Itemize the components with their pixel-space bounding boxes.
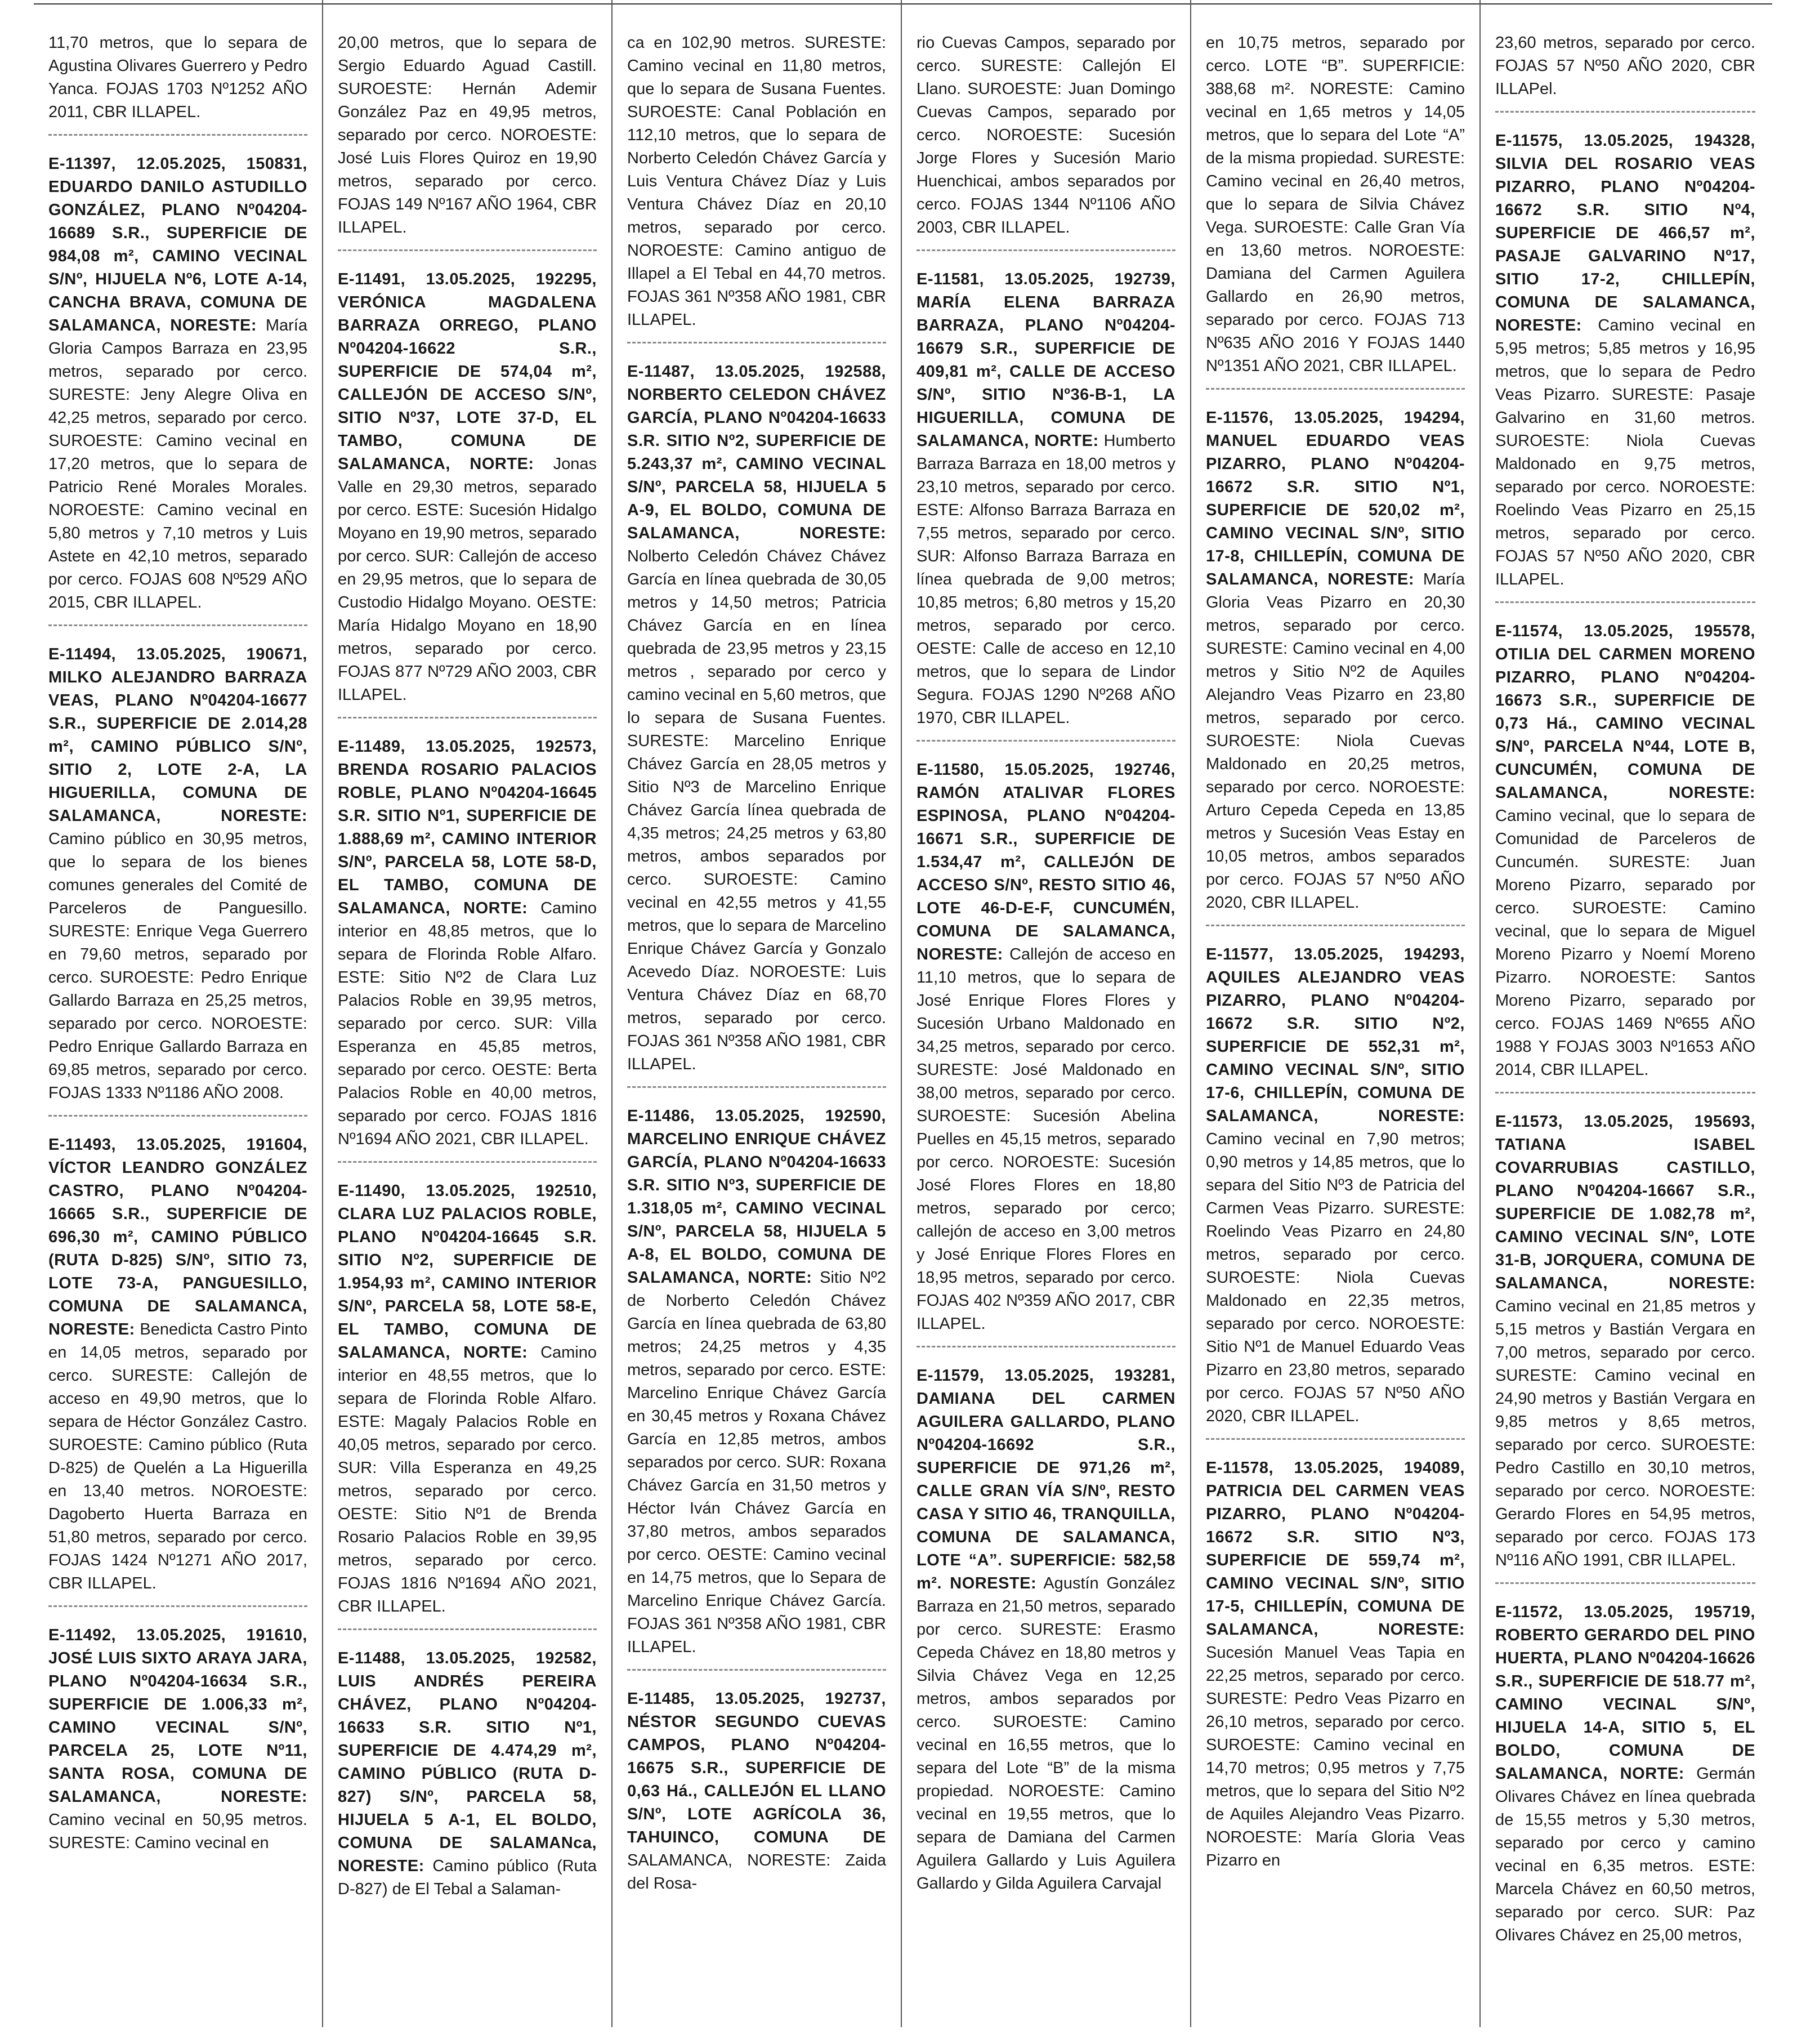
notice-entry: [627, 360, 886, 1088]
notice-body: Camino interior en 48,85 metros, que lo separa de Florinda Roble Alfaro. ESTE: Sitio Nº2 de Clara Luz Palacios Roble en 39,95 metros, separado por cerco. SUR: Villa Esperanza en 45,85 metros, separado por cerco. OESTE: Berta Palacios Roble en 40,00 metros, separado por cerco. FOJAS 1816 Nº1694 AÑO 2021, CBR ILLAPEL.: [338, 899, 597, 1148]
notice-entry: [338, 735, 597, 1163]
notice-entry: [1206, 32, 1465, 390]
notice-heading: E-11494, 13.05.2025, 190671, MILKO ALEJANDRO BARRAZA VEAS, PLANO Nº04204-16677 S.R., SUPERFICIE DE 2.014,28 m², CAMINO PÚBLICO S/Nº, SITIO 2, LOTE 2-A, LA HIGUERILLA, COMUNA DE SALAMANCA, NORESTE:: [48, 645, 307, 825]
notice-entry: [48, 643, 307, 1117]
notice-entry: [627, 1688, 886, 1905]
notice-body: Jonas Valle en 29,30 metros, separado por cerco. ESTE: Sucesión Hidalgo Moyano en 19,90 metros, separado por cerco. SUR: Callejón de acceso en 29,95 metros, que lo separa de Custodio Hidalgo Moyano. OESTE: María Hidalgo Moyano en 18,90 metros, separado por cerco. FOJAS 877 Nº729 AÑO 2003, CBR ILLAPEL.: [338, 455, 597, 704]
notice-heading: E-11572, 13.05.2025, 195719, ROBERTO GERARDO DEL PINO HUERTA, PLANO Nº04204-16626 S.R., SUPERFICIE DE 518.77 m², CAMINO VECINAL S/Nº, HIJUELA 14-A, SITIO 5, EL BOLDO, COMUNA DE SALAMANCA, NORTE:: [1495, 1603, 1755, 1783]
notice-heading: E-11580, 15.05.2025, 192746, RAMÓN ATALIVAR FLORES ESPINOSA, PLANO Nº04204-16671 S.R., SUPERFICIE DE 1.534,47 m², CALLEJÓN DE ACCESO S/Nº, RESTO SITIO 46, LOTE 46-D-E-F, CUNCUMÉN, COMUNA DE SALAMANCA, NORESTE:: [917, 761, 1175, 963]
notice-body: Agustín González Barraza en 21,50 metros, separado por cerco. SURESTE: Erasmo Cepeda Chávez en 18,80 metros y Silvia Chávez Vega en 12,25 metros, ambos separados por cerco. SUROESTE: Camino vecinal en 16,55 metros, que lo separa del Lote “B” de la misma propiedad. NOROESTE: Camino vecinal en 19,55 metros, que lo separa de Damiana del Carmen Aguilera Gallardo y Luis Aguilera Gallardo y Gilda Aguilera Carvajal: [917, 1574, 1175, 1893]
column-1: [34, 0, 323, 2027]
notice-heading: E-11489, 13.05.2025, 192573, BRENDA ROSARIO PALACIOS ROBLE, PLANO Nº04204-16645 S.R. SITIO Nº1, SUPERFICIE DE 1.888,69 m², CAMINO INTERIOR S/Nº, PARCELA 58, LOTE 58-D, EL TAMBO, COMUNA DE SALAMANCA, NORTE:: [338, 738, 597, 917]
notice-body: Camino interior en 48,55 metros, que lo separa de Florinda Roble Alfaro. ESTE: Magaly Palacios Roble en 40,05 metros, separado por cerco. SUR: Villa Esperanza en 49,25 metros, separado por cerco. OESTE: Sitio Nº1 de Brenda Rosario Palacios Roble en 39,95 metros, separado por cerco. FOJAS 1816 Nº1694 AÑO 2021, CBR ILLAPEL.: [338, 1344, 597, 1615]
column-4: [902, 0, 1191, 2027]
notice-body: 11,70 metros, que lo separa de Agustina Olivares Guerrero y Pedro Yanca. FOJAS 1703 Nº1252 AÑO 2011, CBR ILLAPEL.: [48, 34, 307, 121]
notice-body: Benedicta Castro Pinto en 14,05 metros, separado por cerco. SURESTE: Callejón de acceso en 49,90 metros, que lo separa de Héctor González Castro. SUROESTE: Camino público (Ruta D-825) de Quelén a La Higuerilla en 13,40 metros. NOROESTE: Dagoberto Huerta Barraza en 51,80 metros, separado por cerco. FOJAS 1424 Nº1271 AÑO 2017, CBR ILLAPEL.: [48, 1320, 307, 1592]
notice-entry: [1206, 1457, 1465, 1882]
column-5: [1191, 0, 1481, 2027]
notice-heading: E-11493, 13.05.2025, 191604, VÍCTOR LEANDRO GONZÁLEZ CASTRO, PLANO Nº04204-16665 S.R., SUPERFICIE DE 696,30 m², CAMINO PÚBLICO (RUTA D-825) S/Nº, SITIO 73, LOTE 73-A, PANGUESILLO, COMUNA DE SALAMANCA, NORESTE:: [48, 1136, 307, 1338]
notice-entry: [627, 1105, 886, 1671]
notice-body: Callejón de acceso en 11,10 metros, que lo separa de José Enrique Flores Flores y Sucesión Urbano Maldonado en 34,25 metros, separado por cerco. SURESTE: José Maldonado en 38,00 metros, separado por cerco. SUROESTE: Sucesión Abelina Puelles en 45,15 metros, separado por cerco. NOROESTE: Sucesión José Flores Flores en 18,80 metros, separado por cerco; callejón de acceso en 3,00 metros y José Enrique Flores Flores en 18,95 metros, separado por cerco. FOJAS 402 Nº359 AÑO 2017, CBR ILLAPEL.: [917, 945, 1175, 1333]
notice-heading: E-11573, 13.05.2025, 195693, TATIANA ISABEL COVARRUBIAS CASTILLO, PLANO Nº04204-16667 S.R., SUPERFICIE DE 1.082,78 m², CAMINO VECINAL S/Nº, LOTE 31-B, JORQUERA, COMUNA DE SALAMANCA, NORESTE:: [1495, 1113, 1755, 1292]
notice-body: SALAMANCA, NORESTE: Zaida del Rosa-: [627, 1851, 886, 1893]
notice-entry: [1495, 1110, 1755, 1584]
notice-entry: [1495, 1601, 1755, 1957]
notice-entry: [627, 32, 886, 343]
notice-heading: E-11574, 13.05.2025, 195578, OTILIA DEL CARMEN MORENO PIZARRO, PLANO Nº04204-16673 S.R., SUPERFICIE DE 0,73 Há., CAMINO VECINAL S/Nº, PARCELA Nº44, LOTE B, CUNCUMÉN, COMUNA DE SALAMANCA, NORESTE:: [1495, 622, 1755, 802]
notice-body: Camino público (Ruta D-827) de El Tebal a Salaman-: [338, 1857, 597, 1898]
notice-entry: [48, 153, 307, 626]
notice-body: Humberto Barraza Barraza en 18,00 metros y 23,10 metros, separado por cerco. ESTE: Alfonso Barraza Barraza en 7,55 metros, separado por cerco. SUR: Alfonso Barraza Barraza en línea quebrada de 9,00 metros; 10,85 metros; 6,80 metros y 15,20 metros, separado por cerco. OESTE: Calle de acceso en 12,10 metros, que lo separa de Lindor Segura. FOJAS 1290 Nº268 AÑO 1970, CBR ILLAPEL.: [917, 432, 1175, 727]
notice-heading: E-11578, 13.05.2025, 194089, PATRICIA DEL CARMEN VEAS PIZARRO, PLANO Nº04204-16672 S.R. SITIO Nº3, SUPERFICIE DE 559,74 m², CAMINO VECINAL S/Nº, SITIO 17-5, CHILLEPÍN, COMUNA DE SALAMANCA, NORESTE:: [1206, 1459, 1465, 1639]
notice-heading: E-11486, 13.05.2025, 192590, MARCELINO ENRIQUE CHÁVEZ GARCÍA, PLANO Nº04204-16633 S.R. SITIO Nº3, SUPERFICIE DE 1.318,05 m², CAMINO VECINAL S/Nº, PARCELA 58, HIJUELA 5 A-8, EL BOLDO, COMUNA DE SALAMANCA, NORTE:: [627, 1107, 886, 1287]
notice-body: Sucesión Manuel Veas Tapia en 22,25 metros, separado por cerco. SURESTE: Pedro Veas Pizarro en 26,10 metros, separado por cerco. SUROESTE: Camino vecinal en 14,70 metros; 0,95 metros y 7,75 metros, que lo separa del Sitio Nº2 de Aquiles Alejandro Veas Pizarro. NOROESTE: María Gloria Veas Pizarro en: [1206, 1644, 1465, 1869]
notice-entry: [1495, 130, 1755, 603]
notice-body: Sitio Nº2 de Norberto Celedón Chávez García en línea quebrada de 63,80 metros; 24,25 metros y 4,35 metros, separado por cerco. ESTE: Marcelino Enrique Chávez García en 30,45 metros y Roxana Chávez García en 12,85 metros, ambos separados por cerco. SUR: Roxana Chávez García en 31,50 metros y Héctor Iván Chávez García en 37,80 metros, ambos separados por cerco. OESTE: Camino vecinal en 14,75 metros, que lo Separa de Marcelino Enrique Chávez García. FOJAS 361 Nº358 AÑO 1981, CBR ILLAPEL.: [627, 1269, 886, 1656]
notice-body: en 10,75 metros, separado por cerco. LOTE “B”. SUPERFICIE: 388,68 m². NORESTE: Camino vecinal en 1,65 metros y 14,05 metros, que lo separa del Lote “A” de la misma propiedad. SURESTE: Camino vecinal en 26,40 metros, que lo separa de Silvia Chávez Vega. SUROESTE: Calle Gran Vía en 13,60 metros. NOROESTE: Damiana del Carmen Aguilera Gallardo en 26,90 metros, separado por cerco. FOJAS 713 Nº635 AÑO 2016 Y FOJAS 1440 Nº1351 AÑO 2021, CBR ILLAPEL.: [1206, 34, 1465, 375]
notice-entry: [1495, 620, 1755, 1094]
notice-heading: E-11491, 13.05.2025, 192295, VERÓNICA MAGDALENA BARRAZA ORREGO, PLANO Nº04204-16622 S.R., SUPERFICIE DE 574,04 m², CALLEJÓN DE ACCESO S/Nº, SITIO Nº37, LOTE 37-D, EL TAMBO, COMUNA DE SALAMANCA, NORTE:: [338, 270, 597, 473]
notice-body: 20,00 metros, que lo separa de Sergio Eduardo Aguad Castill. SUROESTE: Hernán Ademir González Paz en 49,95 metros, separado por cerco. NOROESTE: José Luis Flores Quiroz en 19,90 metros, separado por cerco. FOJAS 149 Nº167 AÑO 1964, CBR ILLAPEL.: [338, 34, 597, 236]
notice-entry: [48, 1624, 307, 1865]
notice-entry: [1495, 32, 1755, 113]
notice-heading: E-11492, 13.05.2025, 191610, JOSÉ LUIS SIXTO ARAYA JARA, PLANO Nº04204-16634 S.R., SUPERFICIE DE 1.006,33 m², CAMINO VECINAL S/Nº, PARCELA 25, LOTE Nº11, SANTA ROSA, COMUNA DE SALAMANCA, NORESTE:: [48, 1626, 307, 1806]
notice-entry: [48, 1133, 307, 1607]
notice-body: rio Cuevas Campos, separado por cerco. SURESTE: Callejón El Llano. SUROESTE: Juan Domingo Cuevas Campos, separado por cerco. NOROESTE: Sucesión Jorge Flores y Sucesión Mario Huenchicai, ambos separados por cerco. FOJAS 1344 Nº1106 AÑO 2003, CBR ILLAPEL.: [917, 34, 1175, 236]
notice-entry: [338, 1180, 597, 1630]
column-6: [1481, 0, 1770, 2027]
notice-body: 23,60 metros, separado por cerco. FOJAS 57 Nº50 AÑO 2020, CBR ILLAPel.: [1495, 34, 1755, 98]
notice-entry: [917, 758, 1175, 1347]
notice-body: ca en 102,90 metros. SURESTE: Camino vecinal en 11,80 metros, que lo separa de Susana Fuentes. SUROESTE: Canal Población en 112,10 metros, que lo separa de Norberto Celedón Chávez García y Luis Ventura Chávez Díaz y Luis Ventura Chávez Díaz en 20,10 metros, separado por cerco. NOROESTE: Camino antiguo de Illapel a El Tebal en 44,70 metros. FOJAS 361 Nº358 AÑO 1981, CBR ILLAPEL.: [627, 34, 886, 329]
notice-body: Camino vecinal, que lo separa de Comunidad de Parceleros de Cuncumén. SURESTE: Juan Moreno Pizarro, separado por cerco. SUROESTE: Camino vecinal, que lo separa de Miguel Moreno Pizarro y Noemí Moreno Pizarro. NOROESTE: Santos Moreno Pizarro, separado por cerco. FOJAS 1469 Nº655 AÑO 1988 Y FOJAS 3003 Nº1653 AÑO 2014, CBR ILLAPEL.: [1495, 807, 1755, 1079]
notice-heading: E-11397, 12.05.2025, 150831, EDUARDO DANILO ASTUDILLO GONZÁLEZ, PLANO Nº04204-16689 S.R., SUPERFICIE DE 984,08 m², CAMINO VECINAL S/Nº, HIJUELA Nº6, LOTE A-14, CANCHA BRAVA, COMUNA DE SALAMANCA, NORESTE:: [48, 155, 307, 334]
column-3: [613, 0, 902, 2027]
notice-entry: [917, 32, 1175, 251]
notice-entry: [917, 1364, 1175, 1905]
notice-entry: [917, 268, 1175, 742]
notice-heading: E-11576, 13.05.2025, 194294, MANUEL EDUARDO VEAS PIZARRO, PLANO Nº04204-16672 S.R. SITIO Nº1, SUPERFICIE DE 520,02 m², CAMINO VECINAL S/Nº, SITIO 17-8, CHILLEPÍN, COMUNA DE SALAMANCA, NORESTE:: [1206, 409, 1465, 588]
notice-heading: E-11490, 13.05.2025, 192510, CLARA LUZ PALACIOS ROBLE, PLANO Nº04204-16645 S.R. SITIO Nº2, SUPERFICIE DE 1.954,93 m², CAMINO INTERIOR S/Nº, PARCELA 58, LOTE 58-E, EL TAMBO, COMUNA DE SALAMANCA, NORTE:: [338, 1182, 597, 1362]
notice-heading: E-11485, 13.05.2025, 192737, NÉSTOR SEGUNDO CUEVAS CAMPOS, PLANO Nº04204-16675 S.R., SUPERFICIE DE 0,63 Há., CALLEJÓN EL LLANO S/Nº, LOTE AGRÍCOLA 36, TAHUINCO, COMUNA DE: [627, 1690, 886, 1846]
column-2: [323, 0, 613, 2027]
notice-body: Germán Olivares Chávez en línea quebrada de 15,55 metros y 5,30 metros, separado por cerco y camino vecinal en 6,35 metros. ESTE: Marcela Chávez en 60,50 metros, separado por cerco. SUR: Paz Olivares Chávez en 25,00 metros,: [1495, 1765, 1755, 1944]
notice-body: Camino vecinal en 21,85 metros y 5,15 metros y Bastián Vergara en 7,00 metros, separado por cerco. SURESTE: Camino vecinal en 24,90 metros y Bastián Vergara en 9,85 metros y 8,65 metros, separado por cerco. SUROESTE: Pedro Castillo en 30,10 metros, separado por cerco. NOROESTE: Gerardo Flores en 54,95 metros, separado por cerco. FOJAS 173 Nº116 AÑO 1991, CBR ILLAPEL.: [1495, 1297, 1755, 1569]
notice-heading: E-11581, 13.05.2025, 192739, MARÍA ELENA BARRAZA BARRAZA, PLANO Nº04204-16679 S.R., SUPERFICIE DE 409,81 m², CALLE DE ACCESO S/Nº, SITIO Nº36-B-1, LA HIGUERILLA, COMUNA DE SALAMANCA, NORTE:: [917, 270, 1175, 450]
notice-body: Camino vecinal en 50,95 metros. SURESTE: Camino vecinal en: [48, 1811, 307, 1852]
notice-entry: [1206, 407, 1465, 926]
notice-heading: E-11577, 13.05.2025, 194293, AQUILES ALEJANDRO VEAS PIZARRO, PLANO Nº04204-16672 S.R. SITIO Nº2, SUPERFICIE DE 552,31 m², CAMINO VECINAL S/Nº, SITIO 17-6, CHILLEPÍN, COMUNA DE SALAMANCA, NORESTE:: [1206, 945, 1465, 1125]
notice-entry: [48, 32, 307, 136]
notice-entry: [338, 32, 597, 251]
notice-body: María Gloria Veas Pizarro en 20,30 metros, separado por cerco. SURESTE: Camino vecinal en 4,00 metros y Sitio Nº2 de Aquiles Alejandro Veas Pizarro en 23,80 metros, separado por cerco. SUROESTE: Niola Cuevas Maldonado en 20,25 metros, separado por cerco. NOROESTE: Arturo Cepeda Cepeda en 13,85 metros y Sucesión Veas Estay en 10,05 metros, ambos separados por cerco. FOJAS 57 Nº50 AÑO 2020, CBR ILLAPEL.: [1206, 570, 1465, 912]
notice-body: Camino vecinal en 5,95 metros; 5,85 metros y 16,95 metros, que lo separa de Pedro Veas Pizarro. SURESTE: Pasaje Galvarino en 31,60 metros. SUROESTE: Niola Cuevas Maldonado en 9,75 metros, separado por cerco. NOROESTE: Roelindo Veas Pizarro en 25,15 metros, separado por cerco. FOJAS 57 Nº50 AÑO 2020, CBR ILLAPEL.: [1495, 316, 1755, 588]
notice-entry: [1206, 943, 1465, 1440]
notice-body: Camino vecinal en 7,90 metros; 0,90 metros y 14,85 metros, que lo separa del Sitio Nº3 de Patricia del Carmen Veas Pizarro. SURESTE: Roelindo Veas Pizarro en 24,80 metros, separado por cerco. SUROESTE: Niola Cuevas Maldonado en 22,35 metros, separado por cerco. NOROESTE: Sitio Nº1 de Manuel Eduardo Veas Pizarro en 23,80 metros, separado por cerco. FOJAS 57 Nº50 AÑO 2020, CBR ILLAPEL.: [1206, 1130, 1465, 1425]
notice-body: Camino público en 30,95 metros, que lo separa de los bienes comunes generales del Comité de Parceleros de Panguesillo. SURESTE: Enrique Vega Guerrero en 79,60 metros, separado por cerco. SUROESTE: Pedro Enrique Gallardo Barraza en 25,25 metros, separado por cerco. NOROESTE: Pedro Enrique Gallardo Barraza en 69,85 metros, separado por cerco. FOJAS 1333 Nº1186 AÑO 2008.: [48, 830, 307, 1102]
notice-body: María Gloria Campos Barraza en 23,95 metros, separado por cerco. SURESTE: Jeny Alegre Oliva en 42,25 metros, separado por cerco. SUROESTE: Camino vecinal en 17,20 metros, que lo separa de Patricio René Morales Morales. NOROESTE: Camino vecinal en 5,80 metros y 7,10 metros y Luis Astete en 42,10 metros, separado por cerco. FOJAS 608 Nº529 AÑO 2015, CBR ILLAPEL.: [48, 316, 307, 612]
notice-heading: E-11488, 13.05.2025, 192582, LUIS ANDRÉS PEREIRA CHÁVEZ, PLANO Nº04204-16633 S.R. SITIO Nº1, SUPERFICIE DE 4.474,29 m², CAMINO PÚBLICO (RUTA D-827) S/Nº, PARCELA 58, HIJUELA 5 A-1, EL BOLDO, COMUNA DE SALAMANca, NORESTE:: [338, 1649, 597, 1875]
notice-entry: [338, 1647, 597, 1911]
notice-heading: E-11575, 13.05.2025, 194328, SILVIA DEL ROSARIO VEAS PIZARRO, PLANO Nº04204-16672 S.R. SITIO Nº4, SUPERFICIE DE 466,57 m², PASAJE GALVARINO Nº17, SITIO 17-2, CHILLEPÍN, COMUNA DE SALAMANCA, NORESTE:: [1495, 132, 1755, 334]
newspaper-page: [34, 0, 1772, 2044]
notice-entry: [338, 268, 597, 718]
notice-heading: E-11487, 13.05.2025, 192588, NORBERTO CELEDON CHÁVEZ GARCÍA, PLANO Nº04204-16633 S.R. SITIO Nº2, SUPERFICIE DE 5.243,37 m², CAMINO VECINAL S/Nº, PARCELA 58, HIJUELA 5 A-9, EL BOLDO, COMUNA DE SALAMANCA, NORESTE:: [627, 363, 886, 542]
notice-heading: E-11579, 13.05.2025, 193281, DAMIANA DEL CARMEN AGUILERA GALLARDO, PLANO Nº04204-16692 S.R., SUPERFICIE DE 971,26 m², CALLE GRAN VÍA S/Nº, RESTO CASA Y SITIO 46, TRANQUILLA, COMUNA DE SALAMANCA, LOTE “A”. SUPERFICIE: 582,58 m². NORESTE:: [917, 1367, 1175, 1592]
notice-body: Nolberto Celedón Chávez Chávez García en línea quebrada de 30,05 metros y 14,50 metros; Patricia Chávez García en en línea quebrada de 23,95 metros y 23,15 metros , separado por cerco y camino vecinal en 5,60 metros, que lo separa de Susana Fuentes. SURESTE: Marcelino Enrique Chávez García en 28,05 metros y Sitio Nº3 de Marcelino Enrique Chávez García línea quebrada de 4,35 metros; 24,25 metros y 63,80 metros, ambos separados por cerco. SUROESTE: Camino vecinal en 42,55 metros y 41,55 metros, que lo separa de Marcelino Enrique Chávez García y Gonzalo Acevedo Díaz. NOROESTE: Luis Ventura Chávez Díaz en 68,70 metros, separado por cerco. FOJAS 361 Nº358 AÑO 1981, CBR ILLAPEL.: [627, 547, 886, 1073]
